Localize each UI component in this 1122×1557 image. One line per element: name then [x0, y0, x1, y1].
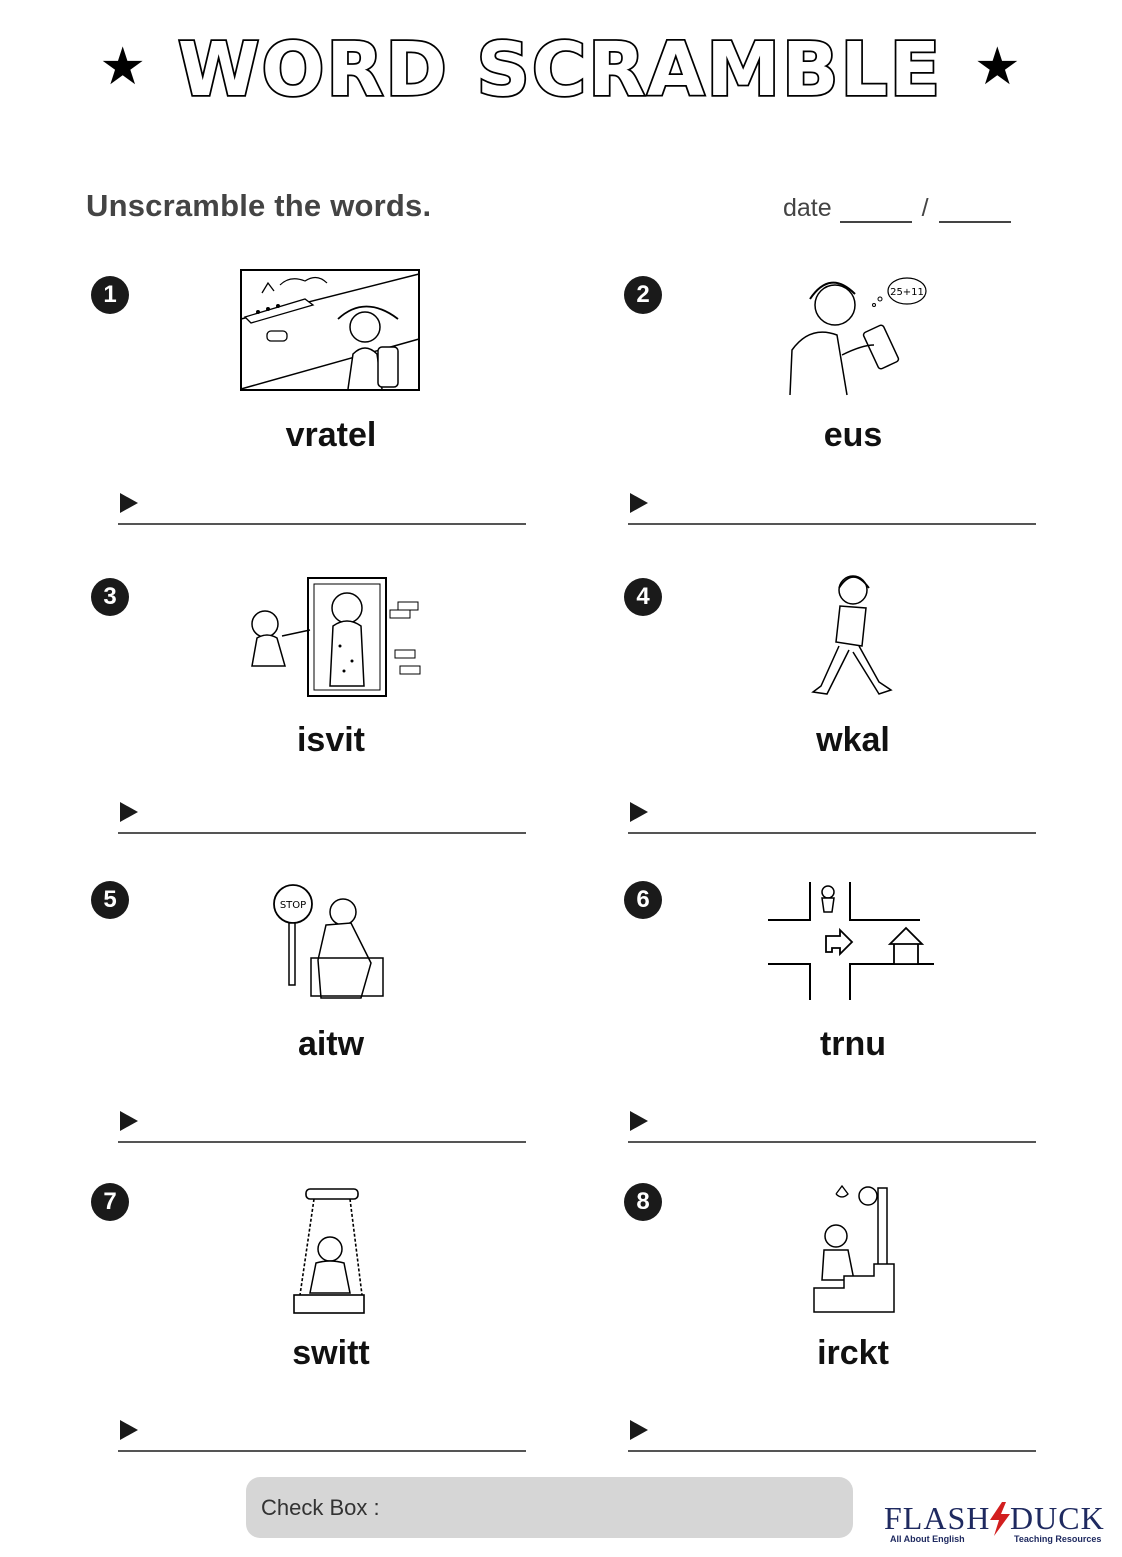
date-month-blank[interactable] [840, 203, 912, 223]
trick-illustration [808, 1180, 902, 1316]
traveler-illustration [240, 269, 420, 391]
item-number-badge: 2 [624, 276, 662, 314]
arrow-right-icon [120, 802, 138, 822]
arrow-right-icon [630, 1111, 648, 1131]
item-number-badge: 1 [91, 276, 129, 314]
scrambled-word: switt [292, 1334, 370, 1372]
answer-line[interactable] [118, 1410, 526, 1452]
arrow-right-icon [120, 1111, 138, 1131]
logo-name-left: FLASH [884, 1500, 991, 1536]
stop-sign-text: STOP [279, 900, 307, 911]
logo-tagline-left: All About English [890, 1534, 965, 1544]
answer-line[interactable] [118, 1101, 526, 1143]
answer-line[interactable] [628, 1410, 1036, 1452]
flashduck-logo [884, 1500, 1112, 1548]
arrow-right-icon [120, 493, 138, 513]
lightning-logo-icon [988, 1502, 1012, 1536]
answer-line[interactable] [628, 1101, 1036, 1143]
date-label: date [783, 194, 832, 222]
star-right-icon: ★ [974, 38, 1021, 96]
arrow-right-icon [630, 493, 648, 513]
item-number-badge: 8 [624, 1183, 662, 1221]
turn-map-illustration [766, 880, 938, 1004]
answer-line[interactable] [118, 483, 526, 525]
visit-illustration [240, 576, 425, 698]
item-number-badge: 3 [91, 578, 129, 616]
answer-line[interactable] [628, 483, 1036, 525]
math-bubble-text: 25+11 [890, 287, 924, 298]
arrow-right-icon [630, 1420, 648, 1440]
calculator-girl-illustration [780, 269, 930, 397]
scrambled-word: eus [823, 416, 883, 454]
scrambled-word: vratel [285, 416, 377, 454]
date-day-blank[interactable] [939, 203, 1011, 223]
answer-line[interactable] [628, 792, 1036, 834]
walking-girl-illustration [805, 570, 905, 702]
logo-name-right: DUCK [1010, 1500, 1105, 1536]
scrambled-word: trnu [819, 1025, 887, 1063]
scrambled-word: isvit [296, 721, 366, 759]
instruction-text: Unscramble the words. [86, 188, 432, 223]
arrow-right-icon [630, 802, 648, 822]
answer-line[interactable] [118, 792, 526, 834]
item-number-badge: 4 [624, 578, 662, 616]
title-outline-text [160, 23, 960, 111]
item-number-badge: 6 [624, 881, 662, 919]
arrow-right-icon [120, 1420, 138, 1440]
item-number-badge: 5 [91, 881, 129, 919]
logo-tagline-right: Teaching Resources [1014, 1534, 1102, 1544]
scrambled-word: wkal [816, 721, 890, 759]
swing-illustration [288, 1187, 368, 1319]
check-box-label: Check Box : [261, 1495, 380, 1520]
date-field[interactable] [783, 194, 1011, 223]
item-number-badge: 7 [91, 1183, 129, 1221]
scrambled-word: irckt [817, 1334, 889, 1372]
check-box-panel[interactable] [246, 1477, 853, 1538]
waiting-illustration [271, 880, 391, 1002]
scrambled-word: aitw [297, 1025, 365, 1063]
title-text: WORD SCRAMBLE [177, 27, 943, 111]
date-separator: / [921, 194, 929, 222]
star-left-icon: ★ [99, 38, 146, 96]
page-title [90, 22, 1030, 112]
